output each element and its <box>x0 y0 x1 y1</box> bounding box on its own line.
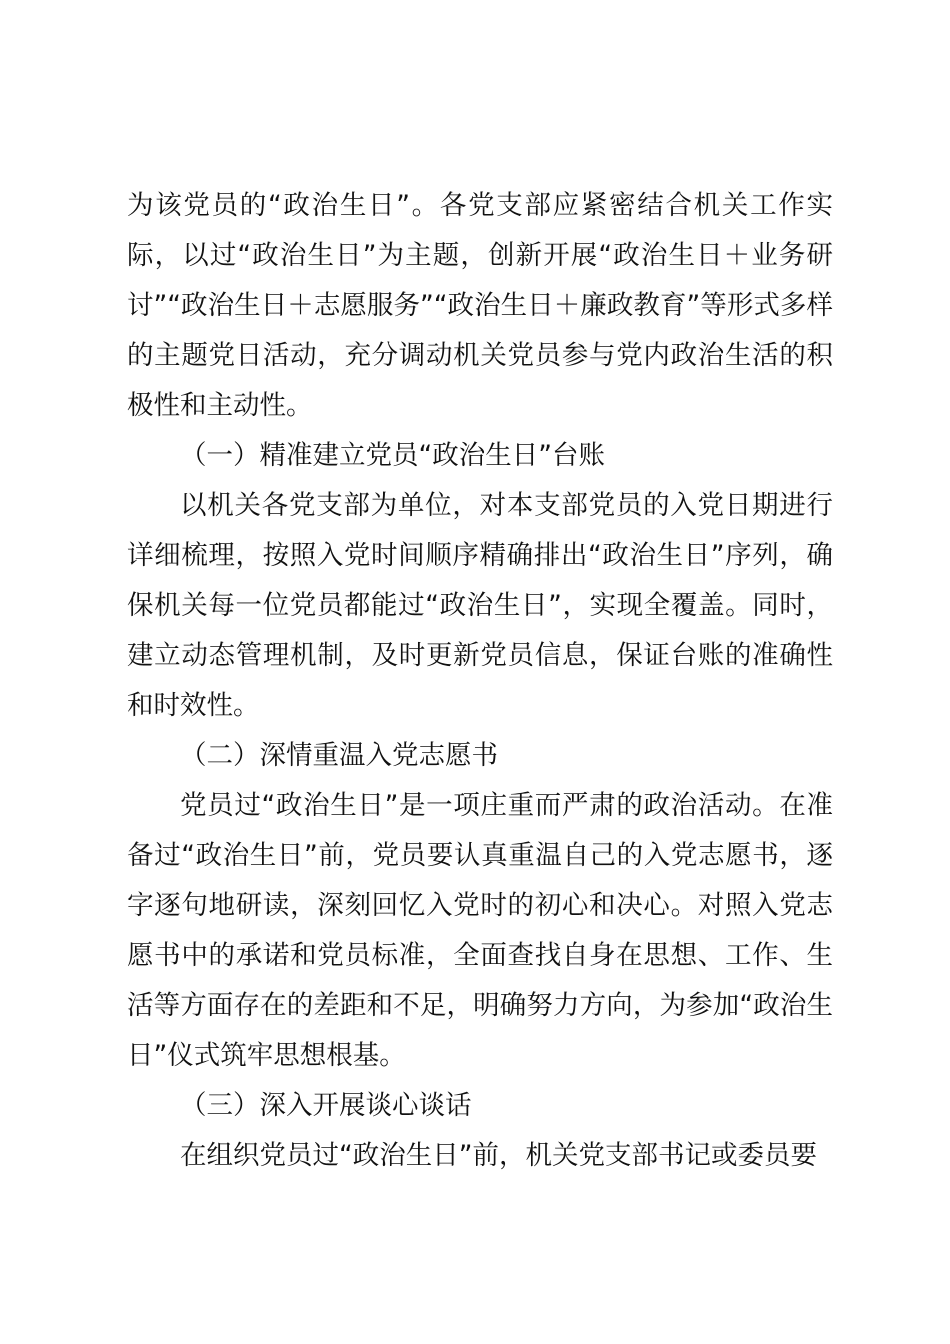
paragraph-application-review: 党员过“政治生日”是一项庄重而严肃的政治活动。在准备过“政治生日”前，党员要认真重温自己的入党志愿书，逐字逐句地研读，深刻回忆入党时的初心和决心。对照入党志愿书中的承诺和党员标准，全面查找自身在思想、工作、生活等方面存在的差距和不足，明确努力方向，为参加“政治生日”仪式筑牢思想根基。 <box>127 790 833 1071</box>
section-heading-3: （三）深入开展谈心谈话 <box>180 1090 472 1121</box>
paragraph-ledger: 以机关各党支部为单位，对本支部党员的入党日期进行详细梳理，按照入党时间顺序精确排出“政治生日”序列，确保机关每一位党员都能过“政治生日”，实现全覆盖。同时，建立动态管理机制，及时更新党员信息，保证台账的准确性和时效性。 <box>127 490 833 721</box>
section-heading-2: （二）深情重温入党志愿书 <box>180 740 498 771</box>
paragraph-continued-intro: 为该党员的“政治生日”。各党支部应紧密结合机关工作实际，以过“政治生日”为主题，创新开展“政治生日＋业务研讨”“政治生日＋志愿服务”“政治生日＋廉政教育”等形式多样的主题党日活动，充分调动机关党员参与党内政治生活的积极性和主动性。 <box>127 190 833 421</box>
paragraph-heart-to-heart: 在组织党员过“政治生日”前，机关党支部书记或委员要 <box>180 1140 817 1171</box>
section-heading-1: （一）精准建立党员“政治生日”台账 <box>180 440 605 471</box>
document-page <box>127 181 833 1181</box>
